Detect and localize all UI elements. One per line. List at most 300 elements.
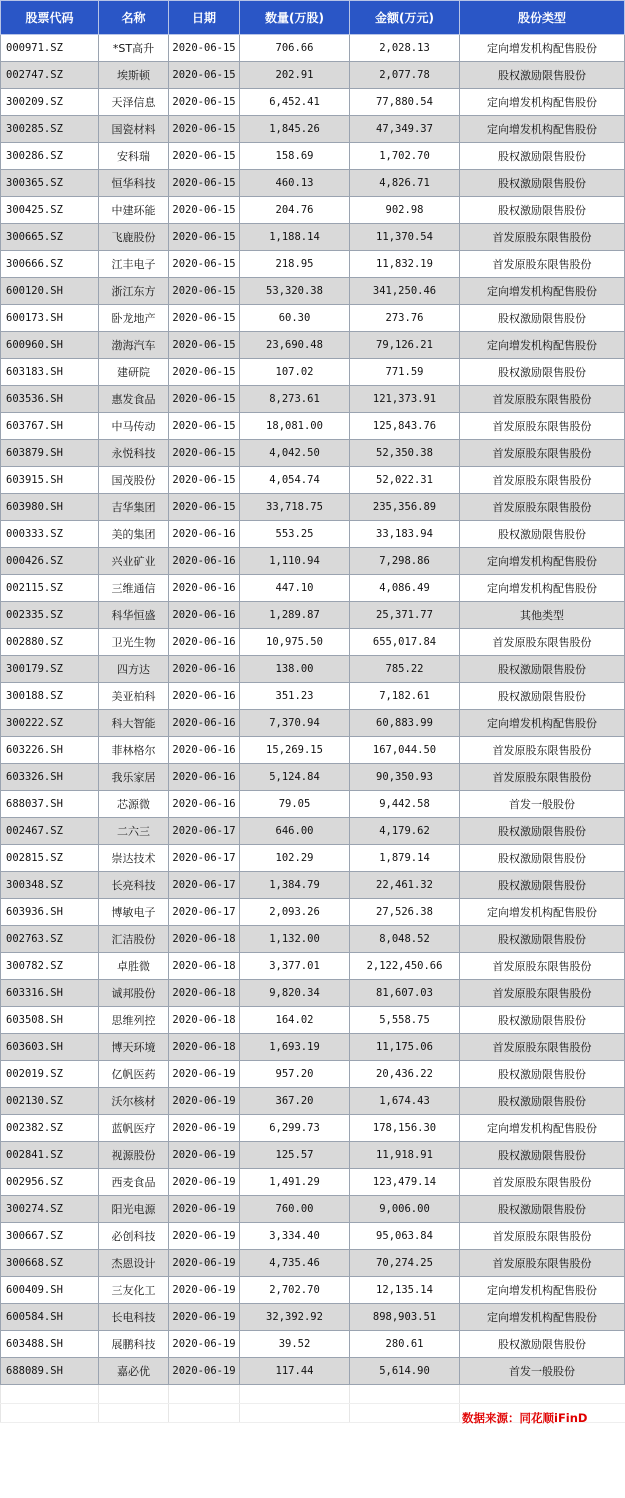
stock-code-cell[interactable]: 300425.SZ bbox=[1, 197, 99, 224]
stock-name-cell[interactable]: 视源股份 bbox=[99, 1142, 169, 1169]
quantity-cell[interactable]: 1,188.14 bbox=[240, 224, 350, 251]
amount-cell[interactable]: 90,350.93 bbox=[350, 764, 460, 791]
quantity-cell[interactable]: 125.57 bbox=[240, 1142, 350, 1169]
amount-cell[interactable]: 2,122,450.66 bbox=[350, 953, 460, 980]
stock-code-cell[interactable]: 300274.SZ bbox=[1, 1196, 99, 1223]
date-cell[interactable]: 2020-06-17 bbox=[169, 872, 240, 899]
date-cell[interactable]: 2020-06-18 bbox=[169, 953, 240, 980]
date-cell[interactable]: 2020-06-19 bbox=[169, 1250, 240, 1277]
date-cell[interactable]: 2020-06-16 bbox=[169, 710, 240, 737]
amount-cell[interactable]: 81,607.03 bbox=[350, 980, 460, 1007]
quantity-cell[interactable]: 32,392.92 bbox=[240, 1304, 350, 1331]
stock-name-cell[interactable]: 卧龙地产 bbox=[99, 305, 169, 332]
empty-cell[interactable] bbox=[1, 1385, 99, 1404]
date-cell[interactable]: 2020-06-15 bbox=[169, 413, 240, 440]
stock-code-cell[interactable]: 002956.SZ bbox=[1, 1169, 99, 1196]
stock-name-cell[interactable]: 浙江东方 bbox=[99, 278, 169, 305]
amount-cell[interactable]: 52,350.38 bbox=[350, 440, 460, 467]
empty-cell[interactable] bbox=[240, 1404, 350, 1423]
share-type-cell[interactable]: 股权激励限售股份 bbox=[460, 1061, 625, 1088]
date-cell[interactable]: 2020-06-15 bbox=[169, 170, 240, 197]
stock-code-cell[interactable]: 603316.SH bbox=[1, 980, 99, 1007]
stock-code-cell[interactable]: 603226.SH bbox=[1, 737, 99, 764]
stock-code-cell[interactable]: 002115.SZ bbox=[1, 575, 99, 602]
header-amount[interactable]: 金额(万元) bbox=[350, 1, 460, 35]
date-cell[interactable]: 2020-06-15 bbox=[169, 35, 240, 62]
share-type-cell[interactable]: 股权激励限售股份 bbox=[460, 872, 625, 899]
stock-code-cell[interactable]: 300179.SZ bbox=[1, 656, 99, 683]
share-type-cell[interactable]: 首发原股东限售股份 bbox=[460, 953, 625, 980]
quantity-cell[interactable]: 4,042.50 bbox=[240, 440, 350, 467]
share-type-cell[interactable]: 首发原股东限售股份 bbox=[460, 1250, 625, 1277]
stock-code-cell[interactable]: 002880.SZ bbox=[1, 629, 99, 656]
amount-cell[interactable]: 235,356.89 bbox=[350, 494, 460, 521]
share-type-cell[interactable]: 股权激励限售股份 bbox=[460, 845, 625, 872]
amount-cell[interactable]: 70,274.25 bbox=[350, 1250, 460, 1277]
header-share-type[interactable]: 股份类型 bbox=[460, 1, 625, 35]
amount-cell[interactable]: 9,006.00 bbox=[350, 1196, 460, 1223]
quantity-cell[interactable]: 1,693.19 bbox=[240, 1034, 350, 1061]
amount-cell[interactable]: 77,880.54 bbox=[350, 89, 460, 116]
quantity-cell[interactable]: 1,289.87 bbox=[240, 602, 350, 629]
stock-code-cell[interactable]: 603326.SH bbox=[1, 764, 99, 791]
amount-cell[interactable]: 273.76 bbox=[350, 305, 460, 332]
empty-cell[interactable] bbox=[99, 1404, 169, 1423]
share-type-cell[interactable]: 首发原股东限售股份 bbox=[460, 440, 625, 467]
share-type-cell[interactable]: 定向增发机构配售股份 bbox=[460, 116, 625, 143]
share-type-cell[interactable]: 股权激励限售股份 bbox=[460, 1196, 625, 1223]
stock-name-cell[interactable]: 蓝帆医疗 bbox=[99, 1115, 169, 1142]
quantity-cell[interactable]: 53,320.38 bbox=[240, 278, 350, 305]
quantity-cell[interactable]: 6,452.41 bbox=[240, 89, 350, 116]
quantity-cell[interactable]: 351.23 bbox=[240, 683, 350, 710]
amount-cell[interactable]: 123,479.14 bbox=[350, 1169, 460, 1196]
quantity-cell[interactable]: 2,093.26 bbox=[240, 899, 350, 926]
date-cell[interactable]: 2020-06-19 bbox=[169, 1142, 240, 1169]
date-cell[interactable]: 2020-06-15 bbox=[169, 116, 240, 143]
stock-code-cell[interactable]: 000333.SZ bbox=[1, 521, 99, 548]
share-type-cell[interactable]: 首发原股东限售股份 bbox=[460, 737, 625, 764]
amount-cell[interactable]: 95,063.84 bbox=[350, 1223, 460, 1250]
amount-cell[interactable]: 12,135.14 bbox=[350, 1277, 460, 1304]
amount-cell[interactable]: 9,442.58 bbox=[350, 791, 460, 818]
stock-code-cell[interactable]: 603915.SH bbox=[1, 467, 99, 494]
stock-name-cell[interactable]: 三维通信 bbox=[99, 575, 169, 602]
stock-code-cell[interactable]: 002841.SZ bbox=[1, 1142, 99, 1169]
stock-name-cell[interactable]: 科大智能 bbox=[99, 710, 169, 737]
amount-cell[interactable]: 125,843.76 bbox=[350, 413, 460, 440]
share-type-cell[interactable]: 股权激励限售股份 bbox=[460, 305, 625, 332]
quantity-cell[interactable]: 460.13 bbox=[240, 170, 350, 197]
date-cell[interactable]: 2020-06-15 bbox=[169, 494, 240, 521]
stock-name-cell[interactable]: 卫光生物 bbox=[99, 629, 169, 656]
amount-cell[interactable]: 11,370.54 bbox=[350, 224, 460, 251]
stock-name-cell[interactable]: 天泽信息 bbox=[99, 89, 169, 116]
date-cell[interactable]: 2020-06-19 bbox=[169, 1088, 240, 1115]
stock-name-cell[interactable]: 崇达技术 bbox=[99, 845, 169, 872]
stock-name-cell[interactable]: 沃尔核材 bbox=[99, 1088, 169, 1115]
stock-code-cell[interactable]: 603508.SH bbox=[1, 1007, 99, 1034]
stock-name-cell[interactable]: 西麦食品 bbox=[99, 1169, 169, 1196]
share-type-cell[interactable]: 首发一般股份 bbox=[460, 1358, 625, 1385]
share-type-cell[interactable]: 首发原股东限售股份 bbox=[460, 224, 625, 251]
stock-code-cell[interactable]: 603536.SH bbox=[1, 386, 99, 413]
quantity-cell[interactable]: 646.00 bbox=[240, 818, 350, 845]
empty-cell[interactable] bbox=[240, 1385, 350, 1404]
date-cell[interactable]: 2020-06-15 bbox=[169, 467, 240, 494]
stock-name-cell[interactable]: 渤海汽车 bbox=[99, 332, 169, 359]
share-type-cell[interactable]: 定向增发机构配售股份 bbox=[460, 548, 625, 575]
stock-code-cell[interactable]: 300285.SZ bbox=[1, 116, 99, 143]
date-cell[interactable]: 2020-06-15 bbox=[169, 62, 240, 89]
date-cell[interactable]: 2020-06-18 bbox=[169, 1034, 240, 1061]
quantity-cell[interactable]: 204.76 bbox=[240, 197, 350, 224]
empty-cell[interactable] bbox=[460, 1385, 625, 1404]
stock-name-cell[interactable]: 我乐家居 bbox=[99, 764, 169, 791]
date-cell[interactable]: 2020-06-16 bbox=[169, 737, 240, 764]
stock-name-cell[interactable]: 国瓷材料 bbox=[99, 116, 169, 143]
share-type-cell[interactable]: 股权激励限售股份 bbox=[460, 143, 625, 170]
share-type-cell[interactable]: 股权激励限售股份 bbox=[460, 1142, 625, 1169]
share-type-cell[interactable]: 定向增发机构配售股份 bbox=[460, 35, 625, 62]
stock-code-cell[interactable]: 603603.SH bbox=[1, 1034, 99, 1061]
date-cell[interactable]: 2020-06-16 bbox=[169, 656, 240, 683]
share-type-cell[interactable]: 定向增发机构配售股份 bbox=[460, 575, 625, 602]
stock-name-cell[interactable]: 恒华科技 bbox=[99, 170, 169, 197]
share-type-cell[interactable]: 股权激励限售股份 bbox=[460, 170, 625, 197]
header-name[interactable]: 名称 bbox=[99, 1, 169, 35]
empty-cell[interactable] bbox=[99, 1385, 169, 1404]
stock-name-cell[interactable]: 展鹏科技 bbox=[99, 1331, 169, 1358]
share-type-cell[interactable]: 首发原股东限售股份 bbox=[460, 467, 625, 494]
amount-cell[interactable]: 655,017.84 bbox=[350, 629, 460, 656]
stock-name-cell[interactable]: 思维列控 bbox=[99, 1007, 169, 1034]
amount-cell[interactable]: 11,175.06 bbox=[350, 1034, 460, 1061]
share-type-cell[interactable]: 其他类型 bbox=[460, 602, 625, 629]
date-cell[interactable]: 2020-06-19 bbox=[169, 1196, 240, 1223]
date-cell[interactable]: 2020-06-15 bbox=[169, 332, 240, 359]
stock-name-cell[interactable]: 江丰电子 bbox=[99, 251, 169, 278]
header-date[interactable]: 日期 bbox=[169, 1, 240, 35]
stock-code-cell[interactable]: 300666.SZ bbox=[1, 251, 99, 278]
amount-cell[interactable]: 11,918.91 bbox=[350, 1142, 460, 1169]
stock-code-cell[interactable]: 300667.SZ bbox=[1, 1223, 99, 1250]
date-cell[interactable]: 2020-06-16 bbox=[169, 629, 240, 656]
quantity-cell[interactable]: 117.44 bbox=[240, 1358, 350, 1385]
quantity-cell[interactable]: 3,377.01 bbox=[240, 953, 350, 980]
share-type-cell[interactable]: 首发原股东限售股份 bbox=[460, 980, 625, 1007]
share-type-cell[interactable]: 定向增发机构配售股份 bbox=[460, 332, 625, 359]
stock-code-cell[interactable]: 000971.SZ bbox=[1, 35, 99, 62]
date-cell[interactable]: 2020-06-16 bbox=[169, 683, 240, 710]
amount-cell[interactable]: 771.59 bbox=[350, 359, 460, 386]
quantity-cell[interactable]: 202.91 bbox=[240, 62, 350, 89]
amount-cell[interactable]: 178,156.30 bbox=[350, 1115, 460, 1142]
date-cell[interactable]: 2020-06-16 bbox=[169, 575, 240, 602]
quantity-cell[interactable]: 447.10 bbox=[240, 575, 350, 602]
amount-cell[interactable]: 7,298.86 bbox=[350, 548, 460, 575]
stock-name-cell[interactable]: 菲林格尔 bbox=[99, 737, 169, 764]
date-cell[interactable]: 2020-06-15 bbox=[169, 305, 240, 332]
date-cell[interactable]: 2020-06-15 bbox=[169, 251, 240, 278]
amount-cell[interactable]: 52,022.31 bbox=[350, 467, 460, 494]
stock-code-cell[interactable]: 603936.SH bbox=[1, 899, 99, 926]
quantity-cell[interactable]: 102.29 bbox=[240, 845, 350, 872]
amount-cell[interactable]: 20,436.22 bbox=[350, 1061, 460, 1088]
empty-cell[interactable] bbox=[169, 1385, 240, 1404]
quantity-cell[interactable]: 33,718.75 bbox=[240, 494, 350, 521]
stock-name-cell[interactable]: 诚邦股份 bbox=[99, 980, 169, 1007]
stock-code-cell[interactable]: 300209.SZ bbox=[1, 89, 99, 116]
share-type-cell[interactable]: 首发原股东限售股份 bbox=[460, 413, 625, 440]
share-type-cell[interactable]: 定向增发机构配售股份 bbox=[460, 278, 625, 305]
share-type-cell[interactable]: 股权激励限售股份 bbox=[460, 1088, 625, 1115]
date-cell[interactable]: 2020-06-16 bbox=[169, 548, 240, 575]
share-type-cell[interactable]: 定向增发机构配售股份 bbox=[460, 89, 625, 116]
stock-name-cell[interactable]: 博天环境 bbox=[99, 1034, 169, 1061]
stock-name-cell[interactable]: 长电科技 bbox=[99, 1304, 169, 1331]
stock-code-cell[interactable]: 600120.SH bbox=[1, 278, 99, 305]
stock-code-cell[interactable]: 688089.SH bbox=[1, 1358, 99, 1385]
stock-code-cell[interactable]: 002467.SZ bbox=[1, 818, 99, 845]
amount-cell[interactable]: 25,371.77 bbox=[350, 602, 460, 629]
amount-cell[interactable]: 121,373.91 bbox=[350, 386, 460, 413]
stock-code-cell[interactable]: 300286.SZ bbox=[1, 143, 99, 170]
empty-cell[interactable] bbox=[1, 1404, 99, 1423]
share-type-cell[interactable]: 首发原股东限售股份 bbox=[460, 1169, 625, 1196]
stock-name-cell[interactable]: 安科瑞 bbox=[99, 143, 169, 170]
amount-cell[interactable]: 4,179.62 bbox=[350, 818, 460, 845]
amount-cell[interactable]: 11,832.19 bbox=[350, 251, 460, 278]
stock-code-cell[interactable]: 688037.SH bbox=[1, 791, 99, 818]
date-cell[interactable]: 2020-06-15 bbox=[169, 197, 240, 224]
stock-name-cell[interactable]: 中建环能 bbox=[99, 197, 169, 224]
quantity-cell[interactable]: 6,299.73 bbox=[240, 1115, 350, 1142]
quantity-cell[interactable]: 218.95 bbox=[240, 251, 350, 278]
header-code[interactable]: 股票代码 bbox=[1, 1, 99, 35]
date-cell[interactable]: 2020-06-15 bbox=[169, 224, 240, 251]
stock-code-cell[interactable]: 603183.SH bbox=[1, 359, 99, 386]
stock-name-cell[interactable]: 中马传动 bbox=[99, 413, 169, 440]
date-cell[interactable]: 2020-06-18 bbox=[169, 1007, 240, 1034]
stock-code-cell[interactable]: 300668.SZ bbox=[1, 1250, 99, 1277]
stock-code-cell[interactable]: 603879.SH bbox=[1, 440, 99, 467]
stock-name-cell[interactable]: 嘉必优 bbox=[99, 1358, 169, 1385]
stock-name-cell[interactable]: 惠发食品 bbox=[99, 386, 169, 413]
quantity-cell[interactable]: 164.02 bbox=[240, 1007, 350, 1034]
amount-cell[interactable]: 4,826.71 bbox=[350, 170, 460, 197]
stock-code-cell[interactable]: 000426.SZ bbox=[1, 548, 99, 575]
stock-name-cell[interactable]: 埃斯顿 bbox=[99, 62, 169, 89]
stock-code-cell[interactable]: 603767.SH bbox=[1, 413, 99, 440]
share-type-cell[interactable]: 首发原股东限售股份 bbox=[460, 251, 625, 278]
share-type-cell[interactable]: 首发原股东限售股份 bbox=[460, 1034, 625, 1061]
date-cell[interactable]: 2020-06-16 bbox=[169, 602, 240, 629]
quantity-cell[interactable]: 1,132.00 bbox=[240, 926, 350, 953]
stock-name-cell[interactable]: 建研院 bbox=[99, 359, 169, 386]
quantity-cell[interactable]: 79.05 bbox=[240, 791, 350, 818]
stock-name-cell[interactable]: 博敏电子 bbox=[99, 899, 169, 926]
stock-code-cell[interactable]: 002815.SZ bbox=[1, 845, 99, 872]
quantity-cell[interactable]: 8,273.61 bbox=[240, 386, 350, 413]
stock-name-cell[interactable]: 必创科技 bbox=[99, 1223, 169, 1250]
amount-cell[interactable]: 47,349.37 bbox=[350, 116, 460, 143]
date-cell[interactable]: 2020-06-19 bbox=[169, 1169, 240, 1196]
stock-code-cell[interactable]: 002747.SZ bbox=[1, 62, 99, 89]
share-type-cell[interactable]: 定向增发机构配售股份 bbox=[460, 899, 625, 926]
amount-cell[interactable]: 280.61 bbox=[350, 1331, 460, 1358]
stock-name-cell[interactable]: 长亮科技 bbox=[99, 872, 169, 899]
amount-cell[interactable]: 27,526.38 bbox=[350, 899, 460, 926]
stock-name-cell[interactable]: 杰恩设计 bbox=[99, 1250, 169, 1277]
share-type-cell[interactable]: 股权激励限售股份 bbox=[460, 62, 625, 89]
stock-code-cell[interactable]: 600584.SH bbox=[1, 1304, 99, 1331]
amount-cell[interactable]: 2,028.13 bbox=[350, 35, 460, 62]
date-cell[interactable]: 2020-06-16 bbox=[169, 521, 240, 548]
date-cell[interactable]: 2020-06-15 bbox=[169, 89, 240, 116]
amount-cell[interactable]: 167,044.50 bbox=[350, 737, 460, 764]
amount-cell[interactable]: 1,879.14 bbox=[350, 845, 460, 872]
stock-code-cell[interactable]: 300348.SZ bbox=[1, 872, 99, 899]
amount-cell[interactable]: 22,461.32 bbox=[350, 872, 460, 899]
date-cell[interactable]: 2020-06-16 bbox=[169, 791, 240, 818]
share-type-cell[interactable]: 股权激励限售股份 bbox=[460, 926, 625, 953]
stock-code-cell[interactable]: 002019.SZ bbox=[1, 1061, 99, 1088]
share-type-cell[interactable]: 首发原股东限售股份 bbox=[460, 1223, 625, 1250]
share-type-cell[interactable]: 股权激励限售股份 bbox=[460, 197, 625, 224]
share-type-cell[interactable]: 定向增发机构配售股份 bbox=[460, 710, 625, 737]
share-type-cell[interactable]: 股权激励限售股份 bbox=[460, 1007, 625, 1034]
quantity-cell[interactable]: 9,820.34 bbox=[240, 980, 350, 1007]
date-cell[interactable]: 2020-06-19 bbox=[169, 1223, 240, 1250]
stock-name-cell[interactable]: 汇洁股份 bbox=[99, 926, 169, 953]
quantity-cell[interactable]: 4,054.74 bbox=[240, 467, 350, 494]
quantity-cell[interactable]: 5,124.84 bbox=[240, 764, 350, 791]
quantity-cell[interactable]: 23,690.48 bbox=[240, 332, 350, 359]
stock-name-cell[interactable]: 四方达 bbox=[99, 656, 169, 683]
stock-code-cell[interactable]: 600960.SH bbox=[1, 332, 99, 359]
stock-name-cell[interactable]: 二六三 bbox=[99, 818, 169, 845]
share-type-cell[interactable]: 股权激励限售股份 bbox=[460, 656, 625, 683]
share-type-cell[interactable]: 股权激励限售股份 bbox=[460, 359, 625, 386]
amount-cell[interactable]: 902.98 bbox=[350, 197, 460, 224]
date-cell[interactable]: 2020-06-17 bbox=[169, 818, 240, 845]
stock-name-cell[interactable]: 科华恒盛 bbox=[99, 602, 169, 629]
stock-name-cell[interactable]: 三友化工 bbox=[99, 1277, 169, 1304]
stock-name-cell[interactable]: 吉华集团 bbox=[99, 494, 169, 521]
date-cell[interactable]: 2020-06-19 bbox=[169, 1061, 240, 1088]
date-cell[interactable]: 2020-06-19 bbox=[169, 1277, 240, 1304]
date-cell[interactable]: 2020-06-17 bbox=[169, 899, 240, 926]
quantity-cell[interactable]: 107.02 bbox=[240, 359, 350, 386]
stock-code-cell[interactable]: 002382.SZ bbox=[1, 1115, 99, 1142]
date-cell[interactable]: 2020-06-19 bbox=[169, 1304, 240, 1331]
quantity-cell[interactable]: 3,334.40 bbox=[240, 1223, 350, 1250]
date-cell[interactable]: 2020-06-15 bbox=[169, 386, 240, 413]
share-type-cell[interactable]: 定向增发机构配售股份 bbox=[460, 1304, 625, 1331]
date-cell[interactable]: 2020-06-16 bbox=[169, 764, 240, 791]
amount-cell[interactable]: 341,250.46 bbox=[350, 278, 460, 305]
stock-code-cell[interactable]: 300222.SZ bbox=[1, 710, 99, 737]
quantity-cell[interactable]: 4,735.46 bbox=[240, 1250, 350, 1277]
date-cell[interactable]: 2020-06-19 bbox=[169, 1115, 240, 1142]
date-cell[interactable]: 2020-06-18 bbox=[169, 980, 240, 1007]
stock-name-cell[interactable]: 芯源微 bbox=[99, 791, 169, 818]
share-type-cell[interactable]: 首发一般股份 bbox=[460, 791, 625, 818]
quantity-cell[interactable]: 1,384.79 bbox=[240, 872, 350, 899]
stock-code-cell[interactable]: 300782.SZ bbox=[1, 953, 99, 980]
share-type-cell[interactable]: 首发原股东限售股份 bbox=[460, 764, 625, 791]
stock-code-cell[interactable]: 300188.SZ bbox=[1, 683, 99, 710]
stock-code-cell[interactable]: 600409.SH bbox=[1, 1277, 99, 1304]
stock-name-cell[interactable]: 美的集团 bbox=[99, 521, 169, 548]
empty-cell[interactable] bbox=[350, 1404, 460, 1423]
quantity-cell[interactable]: 60.30 bbox=[240, 305, 350, 332]
quantity-cell[interactable]: 367.20 bbox=[240, 1088, 350, 1115]
amount-cell[interactable]: 8,048.52 bbox=[350, 926, 460, 953]
quantity-cell[interactable]: 553.25 bbox=[240, 521, 350, 548]
quantity-cell[interactable]: 957.20 bbox=[240, 1061, 350, 1088]
stock-code-cell[interactable]: 603488.SH bbox=[1, 1331, 99, 1358]
stock-code-cell[interactable]: 002130.SZ bbox=[1, 1088, 99, 1115]
amount-cell[interactable]: 5,614.90 bbox=[350, 1358, 460, 1385]
date-cell[interactable]: 2020-06-15 bbox=[169, 278, 240, 305]
stock-name-cell[interactable]: 兴业矿业 bbox=[99, 548, 169, 575]
amount-cell[interactable]: 1,702.70 bbox=[350, 143, 460, 170]
share-type-cell[interactable]: 定向增发机构配售股份 bbox=[460, 1115, 625, 1142]
date-cell[interactable]: 2020-06-15 bbox=[169, 440, 240, 467]
share-type-cell[interactable]: 首发原股东限售股份 bbox=[460, 629, 625, 656]
stock-code-cell[interactable]: 603980.SH bbox=[1, 494, 99, 521]
amount-cell[interactable]: 898,903.51 bbox=[350, 1304, 460, 1331]
quantity-cell[interactable]: 138.00 bbox=[240, 656, 350, 683]
date-cell[interactable]: 2020-06-19 bbox=[169, 1358, 240, 1385]
share-type-cell[interactable]: 股权激励限售股份 bbox=[460, 1331, 625, 1358]
quantity-cell[interactable]: 15,269.15 bbox=[240, 737, 350, 764]
date-cell[interactable]: 2020-06-18 bbox=[169, 926, 240, 953]
quantity-cell[interactable]: 2,702.70 bbox=[240, 1277, 350, 1304]
stock-code-cell[interactable]: 002763.SZ bbox=[1, 926, 99, 953]
amount-cell[interactable]: 79,126.21 bbox=[350, 332, 460, 359]
share-type-cell[interactable]: 首发原股东限售股份 bbox=[460, 494, 625, 521]
stock-name-cell[interactable]: 飞鹿股份 bbox=[99, 224, 169, 251]
share-type-cell[interactable]: 股权激励限售股份 bbox=[460, 521, 625, 548]
share-type-cell[interactable]: 股权激励限售股份 bbox=[460, 683, 625, 710]
quantity-cell[interactable]: 1,110.94 bbox=[240, 548, 350, 575]
header-quantity[interactable]: 数量(万股) bbox=[240, 1, 350, 35]
share-type-cell[interactable]: 定向增发机构配售股份 bbox=[460, 1277, 625, 1304]
stock-name-cell[interactable]: 阳光电源 bbox=[99, 1196, 169, 1223]
stock-name-cell[interactable]: 卓胜微 bbox=[99, 953, 169, 980]
stock-name-cell[interactable]: 美亚柏科 bbox=[99, 683, 169, 710]
share-type-cell[interactable]: 股权激励限售股份 bbox=[460, 818, 625, 845]
date-cell[interactable]: 2020-06-17 bbox=[169, 845, 240, 872]
quantity-cell[interactable]: 1,491.29 bbox=[240, 1169, 350, 1196]
stock-name-cell[interactable]: 永悦科技 bbox=[99, 440, 169, 467]
amount-cell[interactable]: 60,883.99 bbox=[350, 710, 460, 737]
amount-cell[interactable]: 1,674.43 bbox=[350, 1088, 460, 1115]
date-cell[interactable]: 2020-06-19 bbox=[169, 1331, 240, 1358]
quantity-cell[interactable]: 706.66 bbox=[240, 35, 350, 62]
quantity-cell[interactable]: 18,081.00 bbox=[240, 413, 350, 440]
quantity-cell[interactable]: 10,975.50 bbox=[240, 629, 350, 656]
date-cell[interactable]: 2020-06-15 bbox=[169, 143, 240, 170]
amount-cell[interactable]: 4,086.49 bbox=[350, 575, 460, 602]
quantity-cell[interactable]: 760.00 bbox=[240, 1196, 350, 1223]
amount-cell[interactable]: 7,182.61 bbox=[350, 683, 460, 710]
stock-name-cell[interactable]: *ST高升 bbox=[99, 35, 169, 62]
amount-cell[interactable]: 2,077.78 bbox=[350, 62, 460, 89]
